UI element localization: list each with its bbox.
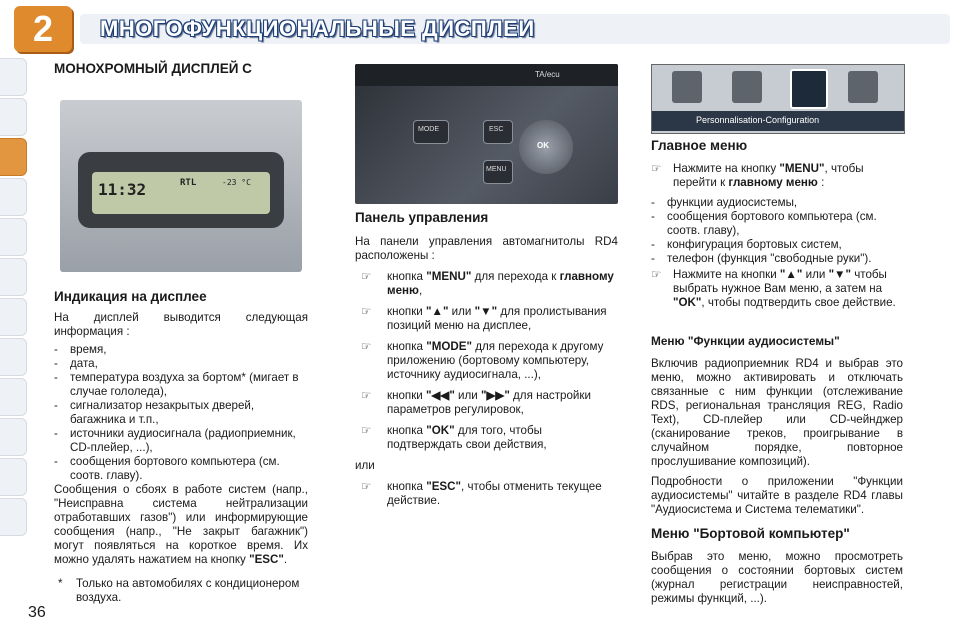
audio-icon [672,71,702,103]
lcd-temp: -23 °C [222,178,251,187]
panel-title: Панель управления [355,210,489,225]
list-item: - сигнализатор незакрытых дверей, багажника и т.п., [54,399,255,426]
audio-menu-text: Включив радиоприемник RD4 и выбрав это меню, можно активировать и отключать связанные с ним функции (отслеживание RDS, региональная трансляция REG, Radio Text), CD-плейер или CD-чейнджер (сканирование треков, проигрывание в случайном порядке, повторное прослушивание композиций). [651,357,903,468]
list-item: - источники аудиосигнала (радиоприемник, CD-плейер, ...), [54,427,296,454]
computer-menu-title: Меню "Бортовой компьютер" [651,526,850,541]
screen-caption: Personnalisation-Configuration [696,115,820,125]
lcd-time: 11:32 [98,180,147,199]
chapter-tab-active[interactable] [0,138,27,176]
indication-list [54,343,308,483]
list-item: - дата, [54,357,98,370]
panel-label-top: TA/ecu [535,70,560,79]
chapter-tab[interactable] [0,178,27,216]
bullet-press-menu: ☞ Нажмите на кнопку "MENU", чтобы перейти к главному меню : [651,162,864,189]
page-number: 36 [28,604,46,621]
mode-button-label: MODE [418,126,439,133]
menu-screen-photo [651,64,905,134]
bullet-mode: ☞ кнопка "MODE" для перехода к другому приложению (бортовому компьютеру, источнику аудиосигнала, ...), [361,340,604,381]
list-item: - время, [54,343,107,356]
display-photo [60,100,302,272]
chapter-tab[interactable] [0,218,27,256]
section-title: МОНОХРОМНЫЙ ДИСПЛЕЙ C [54,61,252,76]
bullet-esc: ☞ кнопка "ESC", чтобы отменить текущее действие. [361,480,602,507]
list-item: - сообщения бортового компьютера (см. соотв. главу). [54,455,280,482]
left-column [54,62,308,76]
indication-section [54,290,308,605]
middle-column [355,211,618,508]
chapter-tab[interactable] [0,498,27,536]
configuration-icon [790,69,828,109]
chapter-tab[interactable] [0,258,27,296]
lcd-radio: RTL [180,178,197,188]
list-item: - температура воздуха за бортом* (мигает в случае гололеда), [54,371,299,398]
chapter-tab[interactable] [0,338,27,376]
panel-intro: На панели управления автомагнитолы RD4 расположены : [355,235,618,262]
computer-icon [732,71,762,103]
list-item: - конфигурация бортовых систем, [651,238,842,251]
page-title: МНОГОФУНКЦИОНАЛЬНЫЕ ДИСПЛЕИ [100,16,535,41]
bullet-updown: ☞ кнопки "▲" или "▼" для пролистывания позиций меню на дисплее, [361,305,607,332]
chapter-tab[interactable] [0,378,27,416]
indication-intro: На дисплей выводится следующая информация : [54,311,308,338]
chapter-number: 2 [14,6,72,52]
main-menu-title: Главное меню [651,138,748,153]
chapter-tabs [0,58,34,558]
list-item: - функции аудиосистемы, [651,196,798,209]
computer-menu-text: Выбрав это меню, можно просмотреть сообщения о состоянии бортовых систем (журнал регистрации неисправностей, режимы функций, ...). [651,550,903,605]
messages-paragraph: Сообщения о сбоях в работе систем (напр., "Неисправна система нейтрализации отработавших газов") или информирующие сообщения (напр., "Не закрыт багажник") могут появляться на короткое время. Их можно удалять нажатием на кнопку "ESC". [54,483,308,566]
menu-button-label: MENU [486,166,507,173]
ok-button-label: OK [537,141,549,150]
indication-title: Индикация на дисплее [54,289,207,304]
list-item: - телефон (функция "свободные руки"). [651,252,872,265]
chapter-tab[interactable] [0,458,27,496]
chapter-tab[interactable] [0,298,27,336]
panel-strip [355,64,618,86]
audio-menu-title: Меню "Функции аудиосистемы" [651,334,840,348]
chapter-tab[interactable] [0,98,27,136]
chapter-tab[interactable] [0,418,27,456]
right-column [651,139,903,606]
phone-icon [848,71,878,103]
chapter-tab[interactable] [0,58,27,96]
list-item: - сообщения бортового компьютера (см. соотв. главу), [651,210,877,237]
control-panel-photo [355,64,618,204]
main-menu-list [651,196,903,266]
bullet-ok: ☞ кнопка "OK" для того, чтобы подтверждать свои действия, [361,424,547,451]
bullet-menu: ☞ кнопка "MENU" для перехода к главному меню, [361,270,614,297]
audio-menu-details: Подробности о приложении "Функции аудиосистемы" читайте в разделе RD4 главы "Аудиосистема и Система телематики". [651,475,903,516]
lcd-screen [92,172,270,214]
esc-button-label: ESC [489,126,504,133]
footnote: * Только на автомобилях с кондиционером воздуха. [58,577,300,604]
or-text: или [355,459,375,472]
bullet-leftright: ☞ кнопки "◀◀" или "▶▶" для настройки параметров регулировок, [361,389,591,416]
bullet-select-menu: ☞ Нажмите на кнопки "▲" или "▼" чтобы выбрать нужное Вам меню, а затем на "OK", чтобы подтвердить свое действие. [651,268,896,309]
